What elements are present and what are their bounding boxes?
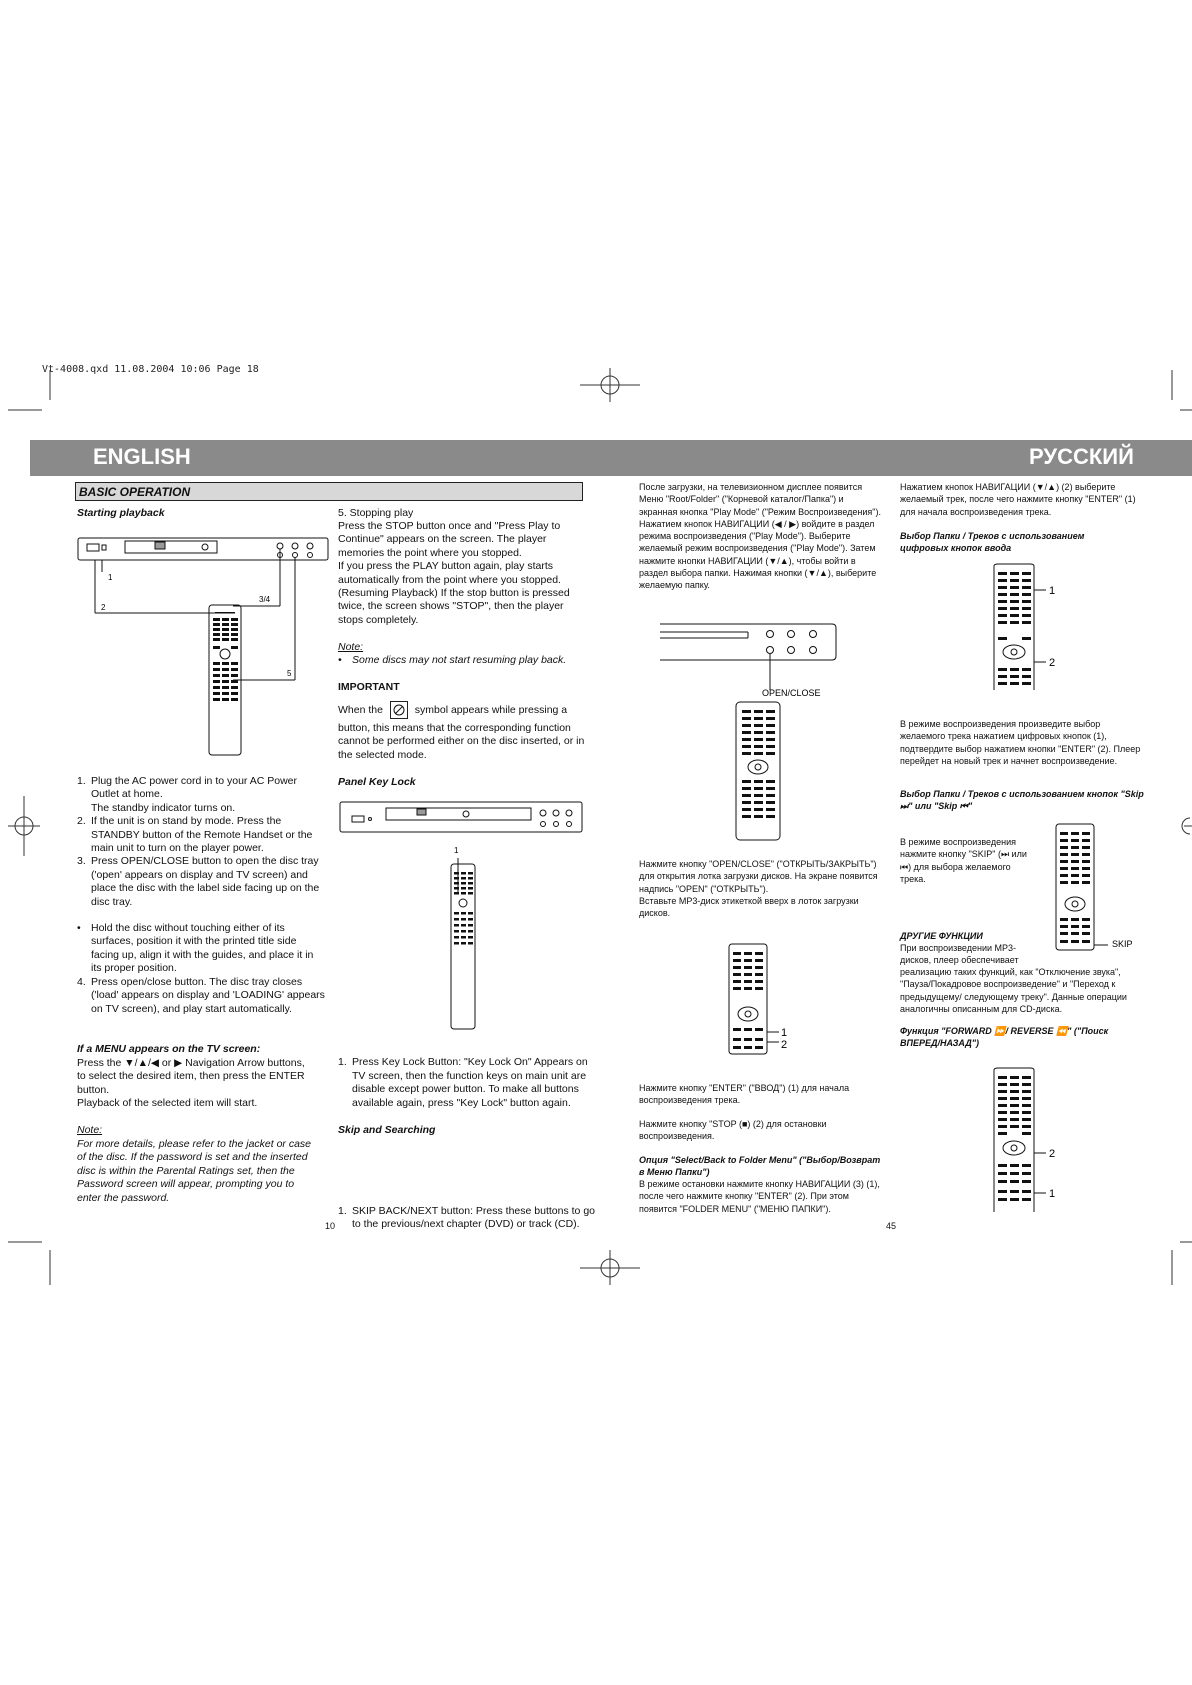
panel-key-lock-heading: Panel Key Lock	[338, 776, 416, 788]
skip-fig-label: SKIP	[1112, 939, 1133, 949]
stopping-play-heading: 5. Stopping play	[338, 507, 414, 519]
fig2-label-1: 1	[454, 846, 459, 855]
enter-fig-label-2: 2	[781, 1039, 788, 1051]
page-number-right: 45	[886, 1221, 897, 1231]
open-close-figure	[660, 622, 840, 844]
important-text: button, this means that the corresponding function cannot be performed either on the disc inserted, or in the selected mode.	[338, 722, 585, 761]
numeric-fig-label-2: 2	[1049, 657, 1056, 669]
numeric-buttons-figure	[990, 562, 1070, 694]
ru-col1-para3: Нажмите кнопку "ENTER" ("ВВОД") (1) для начала воспроизведения трека.	[639, 1083, 850, 1106]
page-number-left: 10	[325, 1221, 336, 1231]
player-remote-figure	[75, 530, 335, 762]
steps-list	[77, 775, 325, 1016]
menu-text: Press the ▼/▲/◀ or ▶ Navigation Arrow buttons, to select the desired item, then press the ENTER button. Playback of the selected item will start.	[77, 1057, 305, 1110]
ru-numeric-heading: Выбор Папки / Треков с использованием цифровых кнопок ввода	[900, 531, 1085, 554]
ru-col1-para5: В режиме остановки нажмите кнопку НАВИГАЦИИ (3) (1), после чего нажмите кнопку "ENTER" (2). При этом появится "FOLDER MENU" ("МЕНЮ ПАПКИ").	[639, 1179, 880, 1214]
bullet-hold-disc: • Hold the disc without touching either of its surfaces, position it with the printed title side facing up, align it with the guides, and place it in its proper position.	[77, 922, 314, 975]
lang-title-russian: РУССКИЙ	[1029, 444, 1134, 469]
menu-heading: If a MENU appears on the TV screen:	[77, 1043, 261, 1055]
fig1-label-5: 5	[287, 669, 292, 678]
enter-fig-label-1: 1	[781, 1027, 788, 1039]
ru-folder-heading: Опция "Select/Back to Folder Menu" ("Выбор/Возврат в Меню Папки")	[639, 1155, 881, 1178]
step-4: 4. Press open/close button. The disc tray closes ('load' appears on display and 'LOADING' appears on TV screen), and play start automatically.	[77, 975, 325, 1015]
fig1-label-3-4: 3/4	[259, 595, 271, 604]
open-close-label: OPEN/CLOSE	[762, 688, 821, 698]
note2-text: • Some discs may not start resuming play back.	[338, 654, 567, 666]
skip-step: 1. SKIP BACK/NEXT button: Press these buttons to go to the previous/next chapter (DVD) or track (CD).	[338, 1205, 595, 1231]
ffrev-fig-label-2: 2	[1049, 1148, 1056, 1160]
file-info: Vt-4008.qxd 11.08.2004 10:06 Page 18	[42, 364, 259, 375]
skip-figure	[1052, 822, 1162, 952]
lang-title-english: ENGLISH	[93, 444, 191, 469]
numeric-fig-label-1: 1	[1049, 585, 1056, 597]
note2-label: Note:	[338, 641, 364, 653]
ru-skip-heading: Выбор Папки / Треков с использованием кнопок "Skip ⏭" или "Skip ⏮"	[900, 789, 1144, 812]
section-title: BASIC OPERATION	[79, 485, 191, 499]
starting-playback-heading: Starting playback	[77, 507, 165, 519]
note1-label: Note:	[77, 1124, 103, 1136]
note1-text: For more details, please refer to the jacket or case of the disc. If the password is set and the inserted disc is within the Parental Ratings set, then the Password screen will appear, prompting you to enter the password.	[77, 1138, 312, 1204]
ru-col2-para4b: реализацию таких функций, как "Отключение звука", "Пауза/Покадровое воспроизведение" и "Переход к предыдущему/ следующему треку". Данные операции аналогичны описанным для CD-диска.	[900, 967, 1127, 1014]
ru-col1-para1: После загрузки, на телевизионном дисплее появится Меню "Root/Folder" ("Корневой каталог/Папка") и экранная кнопка "Play Mode" ("Режим Воспроизведения"). Нажатием кнопок НАВИГАЦИИ (◀ / ▶) войдите в раздел режима воспроизведения ("Play Mode"). Выберите желаемый режим воспроизведения ("Play Mode"). Затем нажмите кнопки НАВИГАЦИИ (▼/▲), чтобы войти в раздел выбора папки. Нажимая кнопки (▼/▲), выберите желаемую папку.	[639, 482, 881, 591]
important-line: When the symbol appears while pressing a	[338, 701, 588, 719]
keylock-step: 1. Press Key Lock Button: "Key Lock On" Appears on TV screen, then the function keys on main unit are disable except power button. To make all buttons available again, press "Key Lock" button again.	[338, 1056, 588, 1109]
stopping-play-text: Press the STOP button once and "Press Play to Continue" appears on the screen. The player memories the point where you stopped. If you press the PLAY button again, play starts automatically from the point where you stopped. (Resuming Playback) If the stop button is pressed twice, the screen shows "STOP", then the player stops completely.	[338, 520, 570, 626]
step-3: 3. Press OPEN/CLOSE button to open the disc tray ('open' appears on display and TV screen) and place the disc with the label side facing up on the disc tray.	[77, 855, 320, 908]
step-2: 2. If the unit is on stand by mode. Press the STANDBY button of the Remote Handset or the main unit to turn on the player power.	[77, 815, 313, 855]
enter-stop-figure	[725, 942, 825, 1057]
panel-key-lock-figure	[338, 800, 588, 1032]
language-band	[30, 440, 1192, 476]
ru-col2-para4a: При воспроизведении MP3-дисков, плеер обеспечивает	[900, 943, 1019, 966]
ffrev-fig-label-1: 1	[1049, 1188, 1056, 1200]
ru-col2-para1: Нажатием кнопок НАВИГАЦИИ (▼/▲) (2) выберите желаемый трек, после чего нажмите кнопку "ENTER" (1) для начала воспроизведения трека.	[900, 482, 1136, 517]
step-1: 1. Plug the AC power cord in to your AC Power Outlet at home. The standby indicator turns on.	[77, 775, 298, 814]
ru-col1-para2: Нажмите кнопку "OPEN/CLOSE" ("ОТКРЫТЬ/ЗАКРЫТЬ") для открытия лотка загрузки дисков. На экране появится надпись "OPEN" ("ОТКРЫТЬ"). Вставьте MP3-диск этикеткой вверх в лоток загрузки дисков.	[639, 859, 878, 919]
ru-other-heading: ДРУГИЕ ФУНКЦИИ	[900, 931, 983, 941]
fig1-label-2: 2	[101, 603, 106, 612]
ffrev-figure	[990, 1066, 1070, 1214]
ru-col2-para2: В режиме воспроизведения произведите выбор желаемого трека нажатием цифровых кнопок (1), подтвердите выбор нажатием кнопки "ENTER" (2). Плеер перейдет на новый трек и начнет воспроизведение.	[900, 719, 1141, 766]
ru-ffrev-heading: Функция "FORWARD ⏩/ REVERSE ⏪" ("Поиск ВПЕРЕД/НАЗАД")	[900, 1026, 1109, 1049]
ru-col1-para4: Нажмите кнопку "STOP (■) (2) для остановки воспроизведения.	[639, 1119, 827, 1142]
skip-searching-heading: Skip and Searching	[338, 1124, 436, 1136]
ru-col2-para3: В режиме воспроизведения нажмите кнопку "SKIP" (⏭ или ⏮) для выбора желаемого трека.	[900, 837, 1027, 884]
important-heading: IMPORTANT	[338, 681, 400, 693]
fig1-label-1: 1	[108, 573, 113, 582]
prohibited-icon	[390, 701, 408, 719]
section-title-box	[75, 482, 583, 501]
